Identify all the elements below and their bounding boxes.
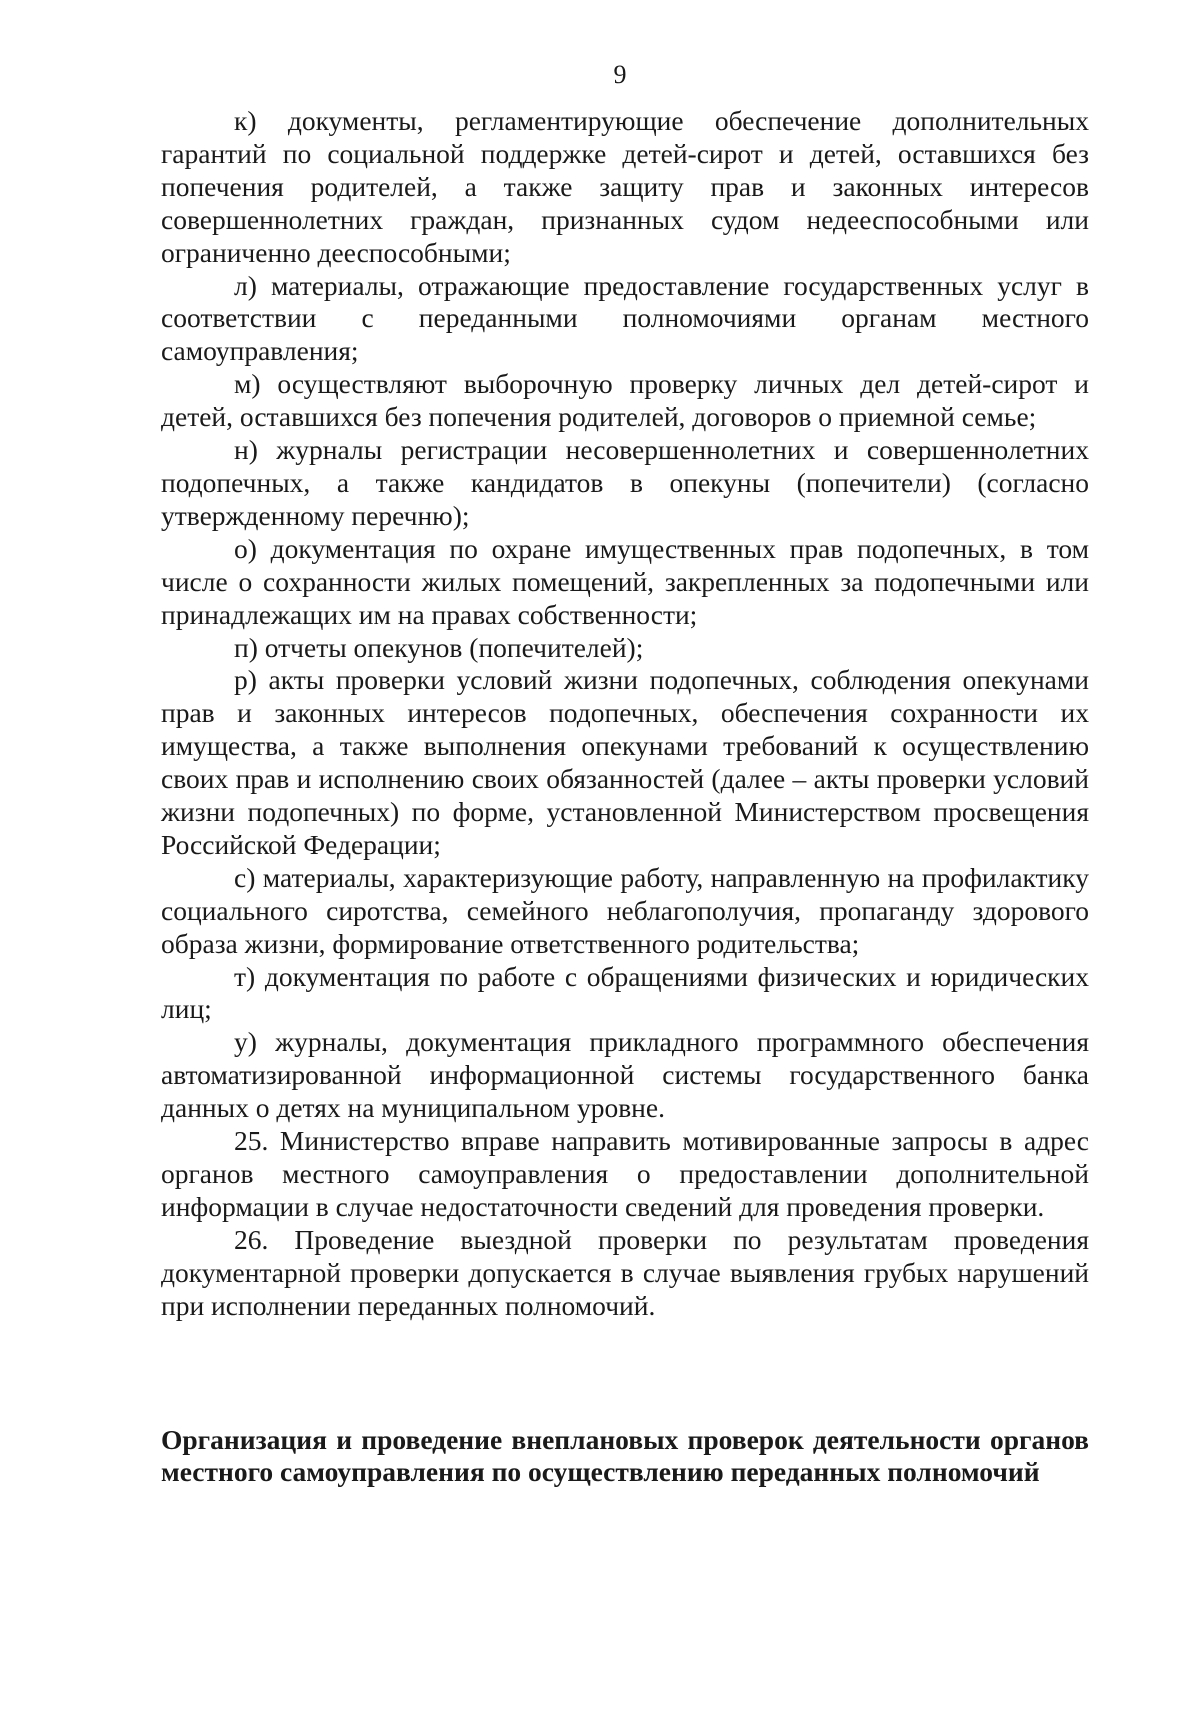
- paragraph-25: 25. Министерство вправе направить мотивированные запросы в адрес органов местного самоуправления о предоставлении дополнительной информации в случае недостаточности сведений для проведения проверки.: [161, 1125, 1089, 1222]
- paragraph-p: п) отчеты опекунов (попечителей);: [234, 631, 644, 663]
- paragraph-k: к) документы, регламентирующие обеспечение дополнительных гарантий по социальной поддержке детей-сирот и детей, оставшихся без попечения родителей, а также защиту прав и законных интересов совершеннолетних граждан, признанных судом недееспособными или ограниченно дееспособными;: [161, 105, 1089, 268]
- paragraph-t: т) документация по работе с обращениями физических и юридических лиц;: [161, 960, 1089, 1025]
- paragraph-26: 26. Проведение выездной проверки по результатам проведения документарной проверки допускается в случае выявления грубых нарушений при исполнении переданных полномочий.: [161, 1223, 1089, 1321]
- page-number: 9: [613, 60, 627, 89]
- paragraph-o: о) документация по охране имущественных прав подопечных, в том числе о сохранности жилых помещений, закрепленных за подопечными или принадлежащих им на правах собственности;: [161, 532, 1089, 630]
- section-heading: Организация и проведение внеплановых проверок деятельности органов местного самоуправления по осуществлению переданных полномочий: [161, 1424, 1089, 1487]
- paragraph-l: л) материалы, отражающие предоставление государственных услуг в соответствии с переданными полномочиями органам местного самоуправления;: [161, 269, 1089, 367]
- paragraph-u: у) журналы, документация прикладного программного обеспечения автоматизированной информационной системы государственного банка данных о детях на муниципальном уровне.: [161, 1026, 1089, 1124]
- paragraph-r: р) акты проверки условий жизни подопечных, соблюдения опекунами прав и законных интересов подопечных, обеспечения сохранности их имущества, а также выполнения опекунами требований к осуществлению своих прав и исполнению своих обязанностей (далее – акты проверки условий жизни подопечных) по форме, установленной Министерством просвещения Российской Федерации;: [161, 664, 1089, 860]
- document-body: [161, 105, 1089, 1323]
- paragraph-m: м) осуществляют выборочную проверку личных дел детей-сирот и детей, оставшихся без попечения родителей, договоров о приемной семье;: [161, 368, 1089, 433]
- paragraph-n: н) журналы регистрации несовершеннолетних и совершеннолетних подопечных, а также кандидатов в опекуны (попечители) (согласно утвержденному перечню);: [161, 434, 1089, 531]
- paragraph-s: с) материалы, характеризующие работу, направленную на профилактику социального сиротства, семейного неблагополучия, пропаганду здорового образа жизни, формирование ответственного родительства;: [161, 861, 1089, 959]
